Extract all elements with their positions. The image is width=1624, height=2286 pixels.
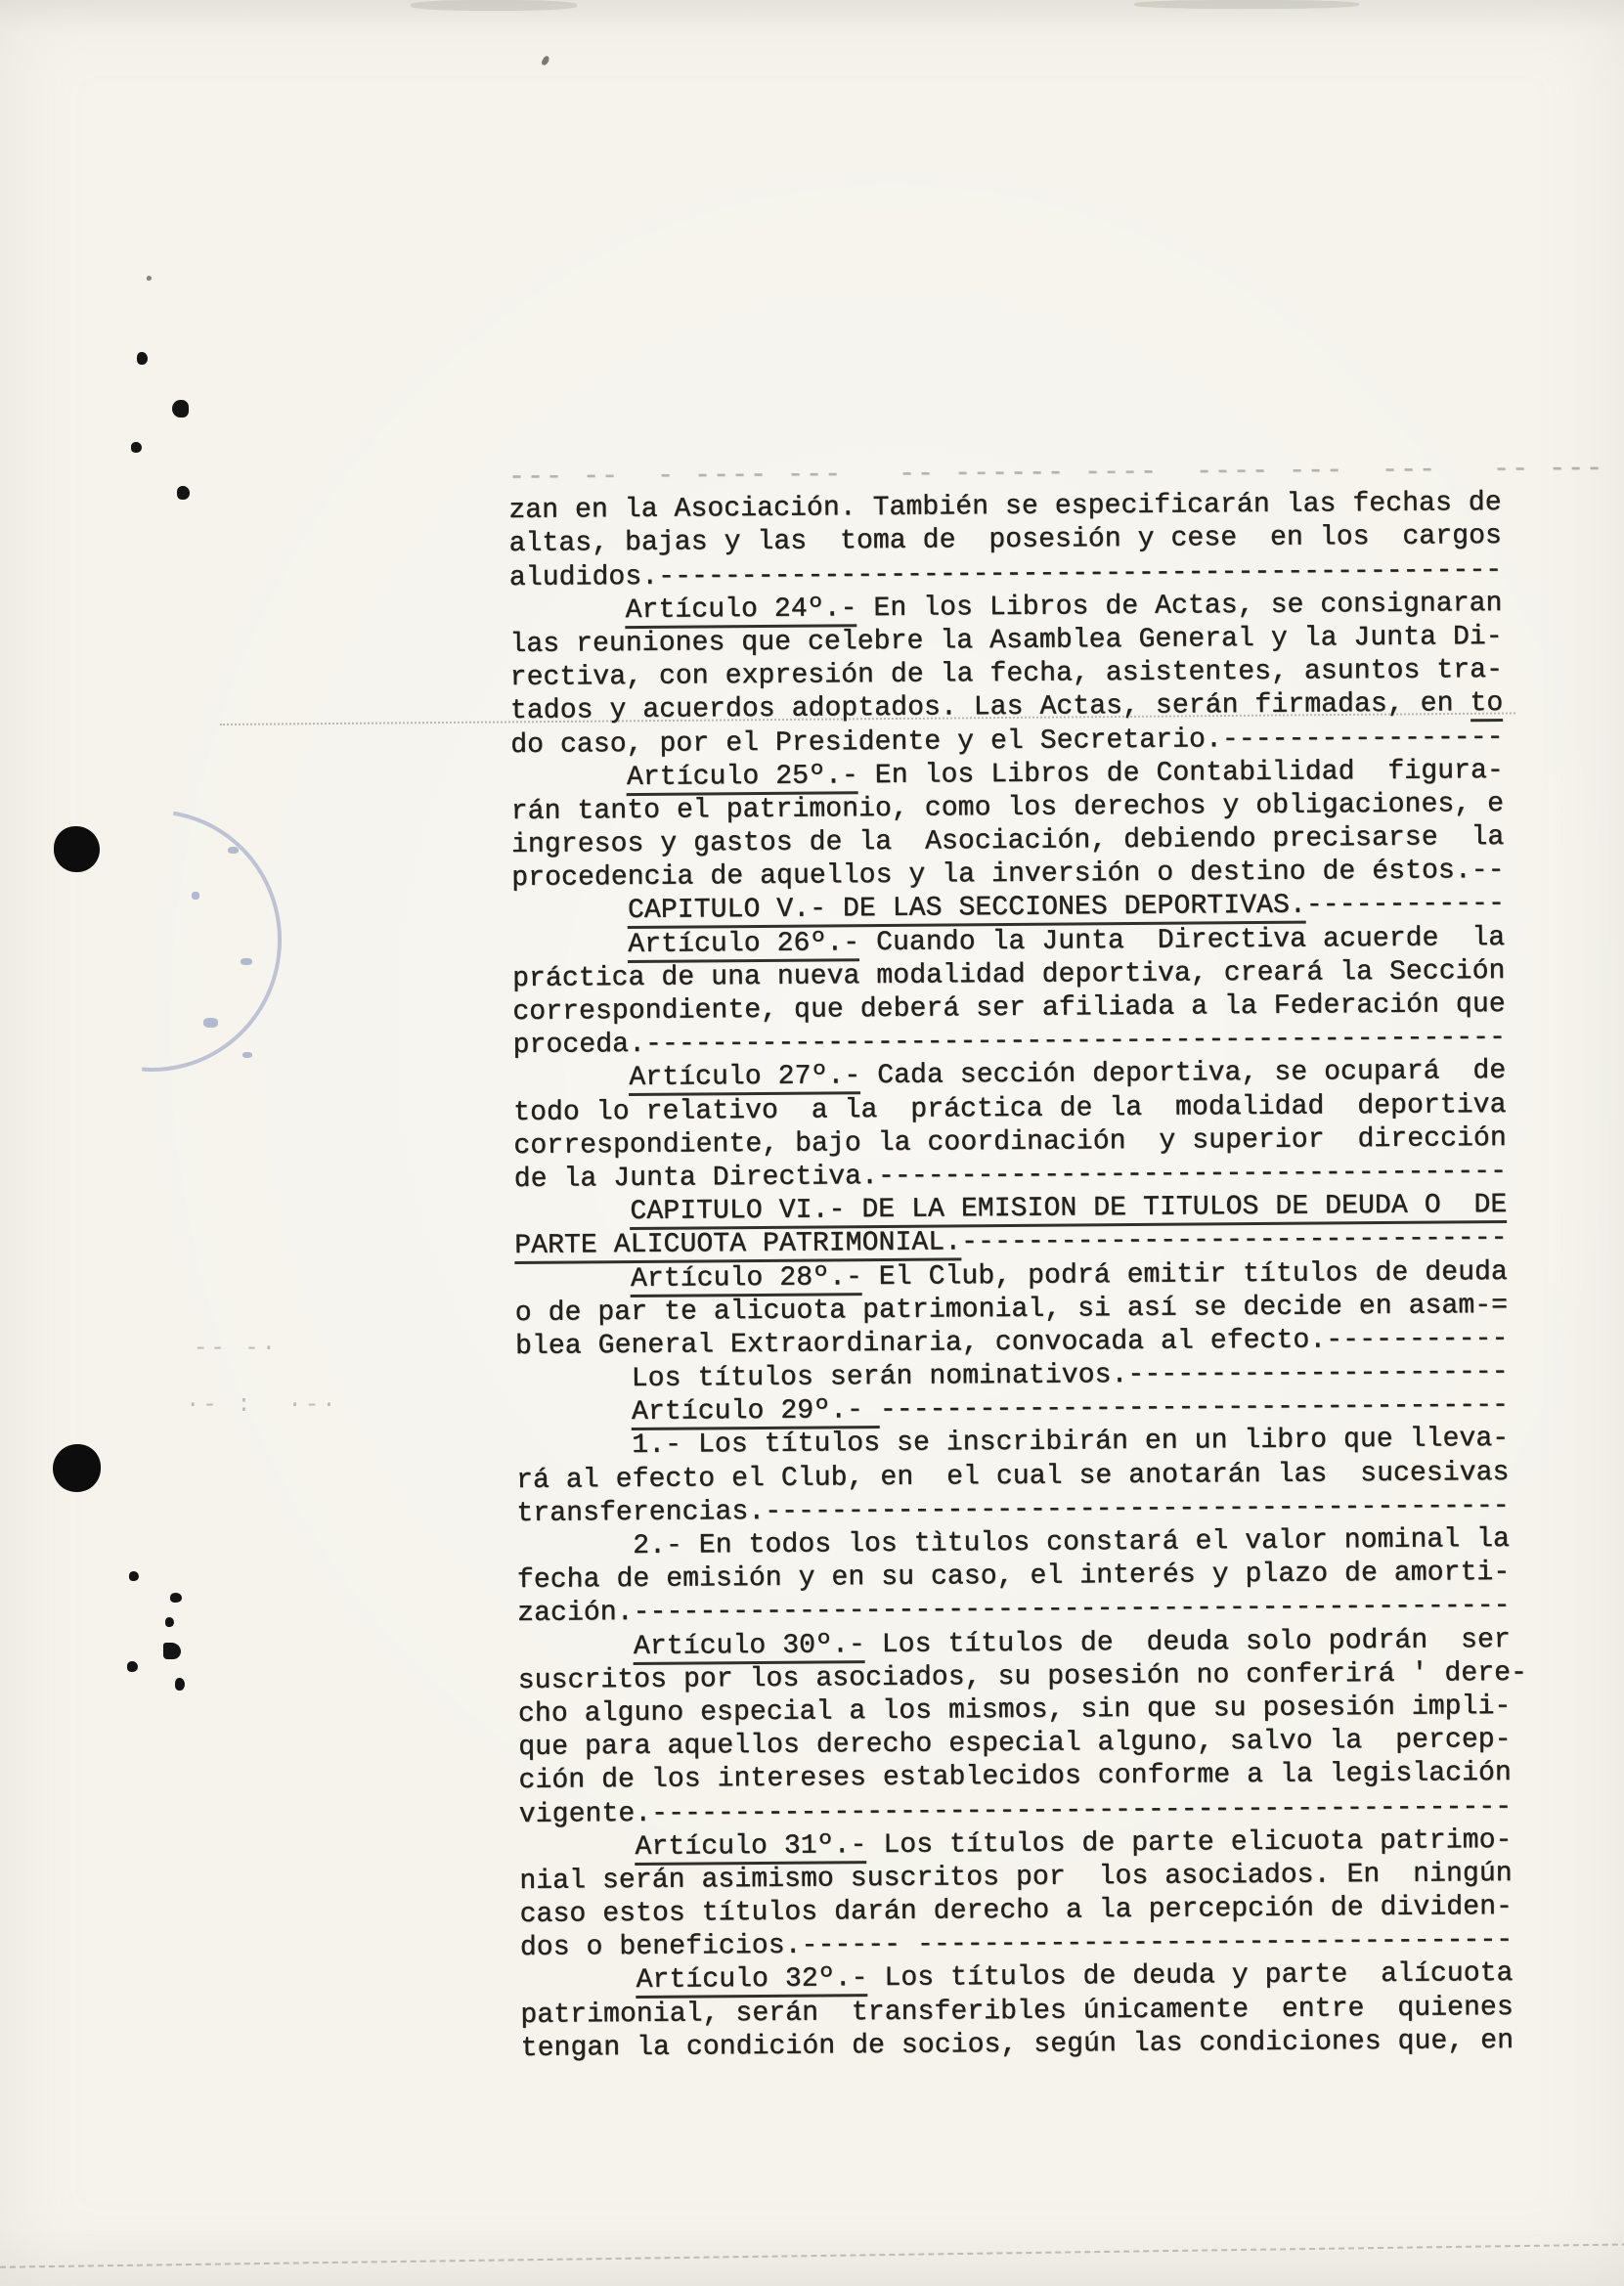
- scan-edge-artifact: [1134, 0, 1359, 9]
- hole-punch-mark: [53, 1444, 101, 1492]
- text-line: suscritos por los asociados, su posesión no conferirá ' dere-: [517, 1657, 1528, 1696]
- ink-speck: [127, 1661, 138, 1672]
- text-line: zan en la Asociación. También se especificarán las fechas de: [508, 488, 1502, 527]
- text-line: vigente.----------------------------------------------------: [518, 1791, 1513, 1830]
- text-line: Artículo 30º.- Los títulos de deuda solo podrán ser: [517, 1623, 1544, 1664]
- text-line: CAPITULO VI.- DE LA EMISION DE TITULOS DE DEUDA O DE: [514, 1189, 1541, 1230]
- text-line: Artículo 31º.- Los títulos de parte elicuota patrimo-: [519, 1824, 1546, 1865]
- margin-smudge: -- -·: [194, 1336, 280, 1362]
- text-line: Artículo 26º.- Cuando la Junta Directiva acuerde la: [512, 921, 1539, 962]
- paper-crease: [0, 2243, 1624, 2268]
- text-line: procedencia de aquellos y la inversión o destino de éstos.--: [511, 856, 1505, 895]
- text-line: Artículo 27º.- Cada sección deportiva, se ocupará de: [513, 1055, 1540, 1096]
- text-line: rectiva, con expresión de la fecha, asistentes, asuntos tra-: [509, 655, 1504, 694]
- blue-stamp-mark: [241, 958, 252, 965]
- ink-speck: [131, 442, 142, 453]
- scan-edge-artifact: [411, 0, 577, 11]
- text-line: fecha de emisión y en su caso, el interés y plazo de amorti-: [516, 1558, 1511, 1597]
- text-line: Artículo 29º.- --------------------------------------: [516, 1389, 1543, 1430]
- ink-speck: [177, 486, 190, 500]
- document-text: [508, 454, 1605, 2066]
- text-line: transferencias.---------------------------------------------: [516, 1490, 1510, 1529]
- text-line: zación.-----------------------------------------------------: [517, 1591, 1511, 1630]
- blue-stamp-mark: [192, 892, 199, 900]
- text-line: ingresos y gastos de la Asociación, debiendo precisarse la: [510, 822, 1505, 861]
- hole-punch-mark: [54, 826, 100, 872]
- text-line: PARTE ALICUOTA PATRIMONIAL.---------------------------------: [514, 1222, 1541, 1263]
- text-line: 1.- Los títulos se inscribirán en un libro que lleva-: [515, 1424, 1510, 1463]
- text-line: dos o beneficios.------ ------------------------------------: [519, 1925, 1514, 1964]
- text-line: todo lo relativo a la práctica de la modalidad deportiva: [513, 1089, 1507, 1128]
- text-line: práctica de una nueva modalidad deportiva, creará la Sección: [512, 955, 1506, 994]
- text-line: Los títulos serán nominativos.-----------------------: [515, 1357, 1509, 1396]
- ink-speck: [163, 1643, 181, 1659]
- ink-speck: [170, 1593, 182, 1603]
- text-line: Artículo 25º.- En los Libros de Contabilidad figura-: [510, 754, 1537, 795]
- blue-stamp-mark: [242, 1052, 252, 1058]
- ink-speck: [147, 276, 152, 281]
- text-line: caso estos títulos darán derecho a la percepción de dividen-: [519, 1892, 1514, 1931]
- text-line: tados y acuerdos adoptados. Las Actas, serán firmadas, en to: [509, 688, 1504, 727]
- text-line: 2.- En todos los tìtulos constará el valor nominal la: [516, 1523, 1511, 1562]
- text-line: aludidos.---------------------------------------------------: [508, 554, 1503, 593]
- text-line: patrimonial, serán transferibles únicamente entre quienes: [520, 1992, 1514, 2031]
- ink-speck: [129, 1571, 139, 1581]
- text-line: las reuniones que celebre la Asamblea General y la Junta Di-: [509, 621, 1503, 660]
- text-line: Artículo 24º.- En los Libros de Actas, se consignaran: [509, 587, 1536, 628]
- ink-speck: [165, 1617, 174, 1627]
- text-line: proceda.----------------------------------------------------: [512, 1023, 1507, 1062]
- text-line: Artículo 28º.- El Club, podrá emitir títulos de deuda: [514, 1255, 1541, 1297]
- text-line: correspondiente, que deberá ser afiliada a la Federación que: [512, 989, 1506, 1028]
- text-line: que para aquellos derecho especial alguno, salvo la percep-: [518, 1725, 1512, 1764]
- text-line: tengan la condición de socios, según las condiciones que, en: [520, 2025, 1514, 2064]
- text-line: rá al efecto el Club, en el cual se anotarán las sucesivas: [516, 1457, 1510, 1496]
- margin-smudge: ·- : ·-·: [186, 1392, 339, 1419]
- text-line: cho alguno especial a los mismos, sin que su posesión impli-: [517, 1691, 1512, 1730]
- text-line: o de par te alicuota patrimonial, si así se decide en asam-=: [514, 1290, 1509, 1329]
- text-line: rán tanto el patrimonio, como los derechos y obligaciones, e: [510, 788, 1505, 827]
- text-line: CAPITULO V.- DE LAS SECCIONES DEPORTIVAS.------------: [511, 888, 1538, 929]
- text-line: blea General Extraordinaria, convocada al efecto.-----------: [514, 1323, 1509, 1362]
- text-line: do caso, por el Presidente y el Secretario.-----------------: [510, 722, 1504, 761]
- blue-stamp-mark: [228, 847, 239, 854]
- blue-stamp-mark: [203, 1018, 218, 1028]
- text-line: ción de los intereses establecidos conforme a la legislación: [518, 1758, 1513, 1797]
- text-line: altas, bajas y las toma de posesión y cese en los cargos: [508, 521, 1503, 560]
- blue-stamp-arc: [9, 795, 297, 1086]
- text-line: correspondiente, bajo la coordinación y superior dirección: [513, 1122, 1507, 1162]
- text-line: --- -- - ---- --- -- ------ ---- ---- --- --- -- ---: [508, 454, 1605, 493]
- text-line: de la Junta Directiva.--------------------------------------: [513, 1156, 1508, 1195]
- text-line: nial serán asimismo suscritos por los asociados. En ningún: [519, 1858, 1513, 1897]
- ink-speck: [137, 352, 148, 365]
- ink-speck: [172, 400, 189, 418]
- ink-speck: [175, 1678, 185, 1691]
- text-line: Artículo 32º.- Los títulos de deuda y parte alícuota: [520, 1957, 1547, 1999]
- ink-speck: [541, 55, 550, 66]
